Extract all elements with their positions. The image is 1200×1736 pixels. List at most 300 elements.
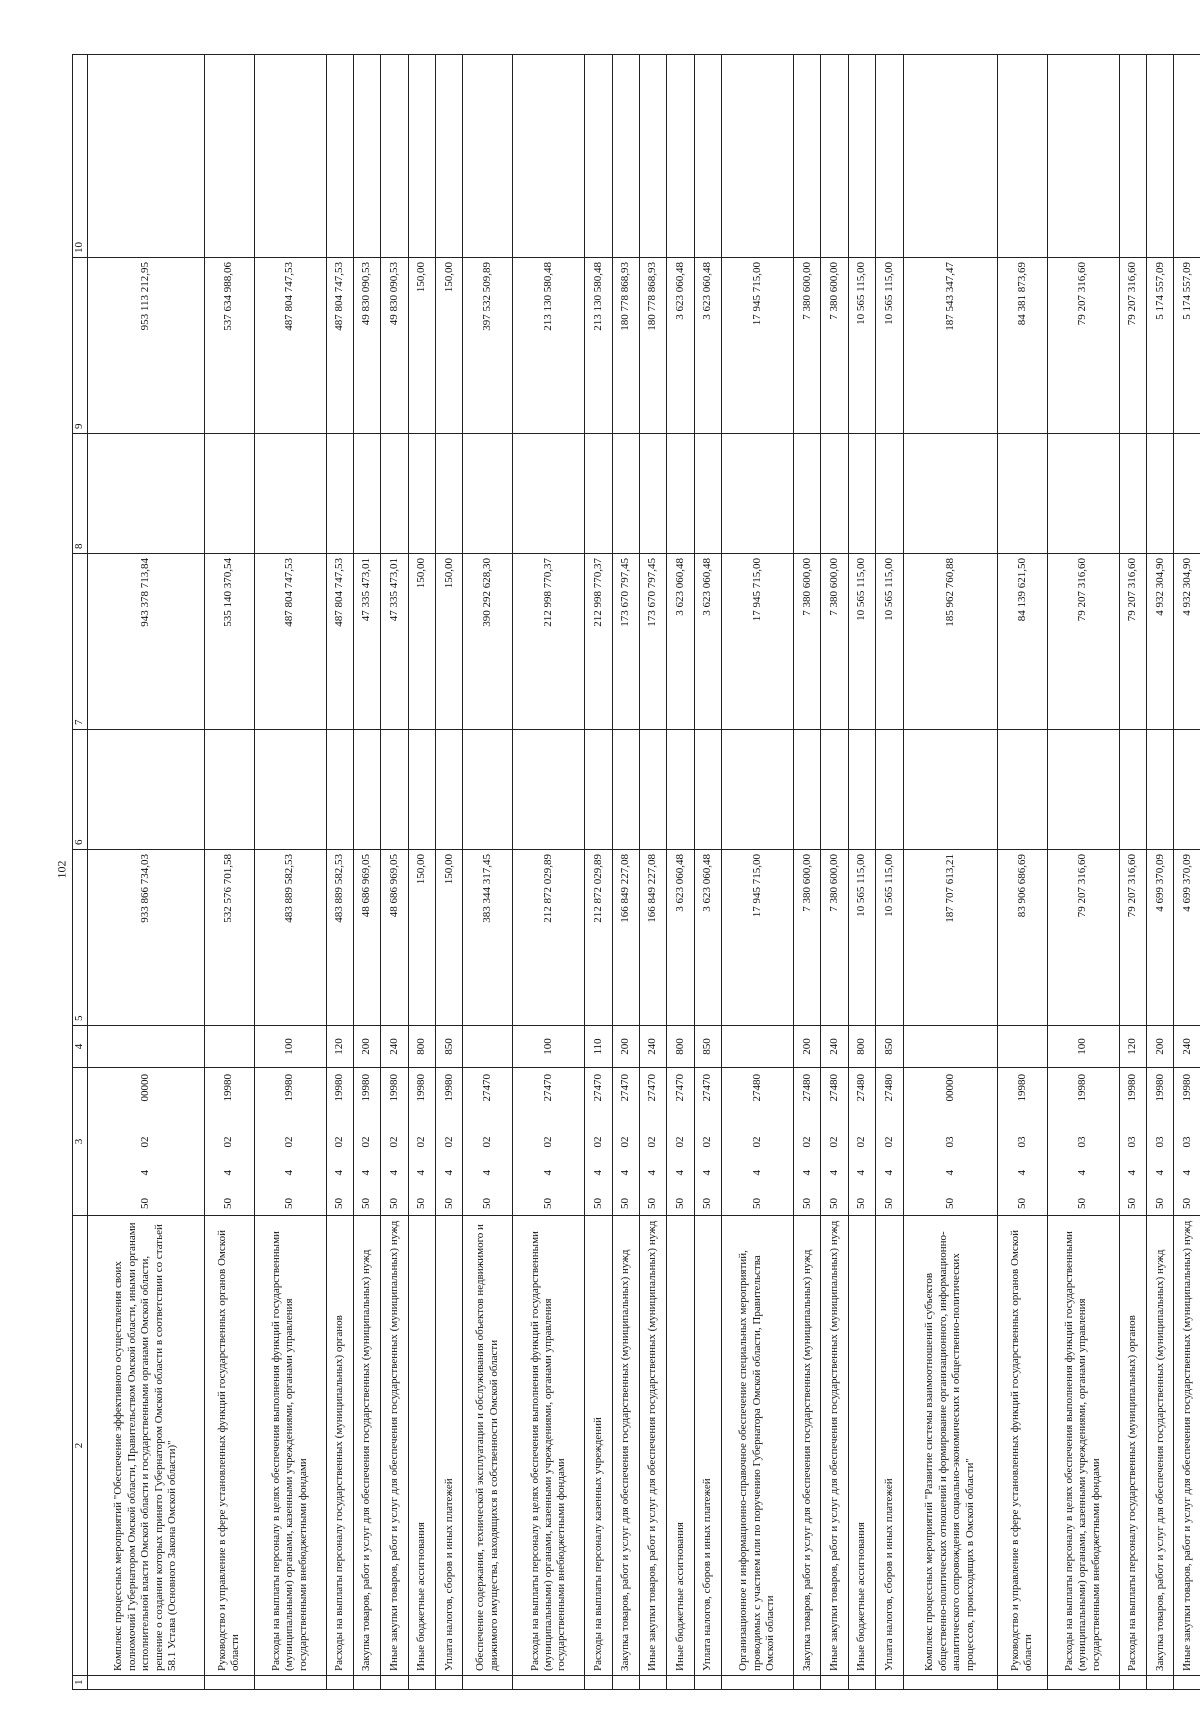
code-subprogram: 02 — [360, 1136, 373, 1148]
row-empty-col1 — [1147, 1676, 1174, 1690]
code-type: 4 — [415, 1170, 428, 1176]
row-amount-col10 — [436, 55, 463, 258]
row-expense-type: 850 — [694, 1026, 721, 1068]
row-empty-col1 — [667, 1676, 694, 1690]
row-amount-col6 — [463, 730, 513, 850]
row-amount-col8 — [612, 434, 639, 554]
row-amount-col7: 212 998 770,37 — [585, 554, 612, 730]
row-amount-col10 — [639, 55, 666, 258]
row-name: Иные закупки товаров, работ и услуг для обеспечения государственных (муниципальных) нужд — [821, 1216, 848, 1676]
code-subprogram: 02 — [222, 1136, 235, 1148]
code-direction: 19980 — [1076, 1074, 1089, 1102]
code-program: 50 — [222, 1198, 235, 1209]
row-name: Расходы на выплаты персоналу государственных (муниципальных) органов — [1119, 1216, 1146, 1676]
row-amount-col8 — [1147, 434, 1174, 554]
code-type: 4 — [1076, 1170, 1089, 1176]
column-number-row — [73, 55, 88, 1690]
code-direction: 19980 — [1181, 1074, 1194, 1102]
row-amount-col8 — [436, 434, 463, 554]
code-type: 4 — [442, 1170, 455, 1176]
code-program: 50 — [1126, 1198, 1139, 1209]
row-empty-col1 — [694, 1676, 721, 1690]
row-expense-type: 120 — [1119, 1026, 1146, 1068]
row-amount-col8 — [903, 434, 997, 554]
row-amount-col10 — [612, 55, 639, 258]
code-subprogram: 02 — [619, 1136, 632, 1148]
code-type: 4 — [1126, 1170, 1139, 1176]
row-amount-col6 — [876, 730, 903, 850]
table-row — [639, 55, 666, 1690]
row-amount-col7: 173 670 797,45 — [612, 554, 639, 730]
row-amount-col6 — [513, 730, 585, 850]
row-empty-col1 — [997, 1676, 1047, 1690]
row-empty-col1 — [1119, 1676, 1146, 1690]
code-program: 50 — [855, 1198, 868, 1209]
code-subprogram: 02 — [701, 1136, 714, 1148]
row-amount-col9: 49 830 090,53 — [381, 258, 408, 434]
row-amount-col9: 7 380 600,00 — [821, 258, 848, 434]
column-header-4: 4 — [73, 1026, 88, 1068]
column-header-6: 6 — [73, 730, 88, 850]
code-program: 50 — [800, 1198, 813, 1209]
row-amount-col5: 10 565 115,00 — [848, 850, 875, 1026]
row-amount-col8 — [585, 434, 612, 554]
row-empty-col1 — [848, 1676, 875, 1690]
code-direction: 19980 — [387, 1074, 400, 1102]
table-row — [848, 55, 875, 1690]
row-amount-col7: 47 335 473,01 — [353, 554, 380, 730]
table-row — [254, 55, 326, 1690]
code-subprogram: 02 — [139, 1136, 152, 1148]
row-amount-col9: 3 623 060,48 — [694, 258, 721, 434]
row-amount-col9: 187 543 347,47 — [903, 258, 997, 434]
row-amount-col10 — [463, 55, 513, 258]
table-row — [381, 55, 408, 1690]
code-subprogram: 02 — [646, 1136, 659, 1148]
code-subprogram: 03 — [1015, 1136, 1028, 1148]
table-row — [876, 55, 903, 1690]
row-amount-col10 — [88, 55, 205, 258]
row-amount-col6 — [721, 730, 793, 850]
code-program: 50 — [1015, 1198, 1028, 1209]
row-amount-col8 — [326, 434, 353, 554]
row-amount-col9: 10 565 115,00 — [848, 258, 875, 434]
code-type: 4 — [541, 1170, 554, 1176]
row-amount-col5: 83 906 686,69 — [997, 850, 1047, 1026]
row-amount-col8 — [1047, 434, 1119, 554]
row-amount-col5: 187 707 613,21 — [903, 850, 997, 1026]
code-direction: 19980 — [1015, 1074, 1028, 1102]
row-code — [353, 1068, 380, 1216]
row-empty-col1 — [254, 1676, 326, 1690]
row-empty-col1 — [1174, 1676, 1200, 1690]
row-amount-col8 — [667, 434, 694, 554]
code-type: 4 — [481, 1170, 494, 1176]
table-row — [436, 55, 463, 1690]
row-amount-col6 — [436, 730, 463, 850]
row-name: Расходы на выплаты персоналу казенных учреждений — [585, 1216, 612, 1676]
row-code — [381, 1068, 408, 1216]
row-amount-col5: 17 945 715,00 — [721, 850, 793, 1026]
row-empty-col1 — [436, 1676, 463, 1690]
row-expense-type: 100 — [1047, 1026, 1119, 1068]
row-amount-col7: 487 804 747,53 — [254, 554, 326, 730]
row-amount-col7: 4 932 304,90 — [1147, 554, 1174, 730]
row-amount-col9: 5 174 557,09 — [1174, 258, 1200, 434]
code-program: 50 — [750, 1198, 763, 1209]
row-amount-col5: 4 699 370,09 — [1174, 850, 1200, 1026]
row-expense-type: 200 — [612, 1026, 639, 1068]
code-program: 50 — [283, 1198, 296, 1209]
row-amount-col7: 3 623 060,48 — [667, 554, 694, 730]
code-direction: 27470 — [646, 1074, 659, 1102]
column-header-3: 3 — [73, 1068, 88, 1216]
row-expense-type: 100 — [513, 1026, 585, 1068]
row-name: Расходы на выплаты персоналу в целях обеспечения выполнения функций государственными (муниципальными) органами, казенными учреждениями, органами управления государственными внебюджетными фондами — [1047, 1216, 1119, 1676]
row-amount-col6 — [1147, 730, 1174, 850]
code-subprogram: 02 — [673, 1136, 686, 1148]
row-code — [436, 1068, 463, 1216]
row-amount-col5: 933 866 734,03 — [88, 850, 205, 1026]
row-amount-col7: 212 998 770,37 — [513, 554, 585, 730]
row-amount-col8 — [353, 434, 380, 554]
code-program: 50 — [415, 1198, 428, 1209]
row-code — [204, 1068, 254, 1216]
row-amount-col10 — [1119, 55, 1146, 258]
row-expense-type — [204, 1026, 254, 1068]
code-program: 50 — [591, 1198, 604, 1209]
row-amount-col5: 383 344 317,45 — [463, 850, 513, 1026]
code-program: 50 — [619, 1198, 632, 1209]
row-amount-col6 — [821, 730, 848, 850]
code-direction: 19980 — [1153, 1074, 1166, 1102]
row-amount-col8 — [1119, 434, 1146, 554]
table-row — [997, 55, 1047, 1690]
row-amount-col8 — [1174, 434, 1200, 554]
row-expense-type: 200 — [1147, 1026, 1174, 1068]
row-amount-col7: 10 565 115,00 — [848, 554, 875, 730]
code-subprogram: 02 — [387, 1136, 400, 1148]
row-name: Закупка товаров, работ и услуг для обеспечения государственных (муниципальных) нужд — [794, 1216, 821, 1676]
code-subprogram: 02 — [827, 1136, 840, 1148]
row-amount-col9: 10 565 115,00 — [876, 258, 903, 434]
row-expense-type: 120 — [326, 1026, 353, 1068]
row-amount-col9: 397 532 509,89 — [463, 258, 513, 434]
row-amount-col10 — [821, 55, 848, 258]
row-amount-col7: 7 380 600,00 — [821, 554, 848, 730]
row-name: Расходы на выплаты персоналу в целях обеспечения выполнения функций государственными (муниципальными) органами, казенными учреждениями, органами управления государственными внебюджетными фондами — [254, 1216, 326, 1676]
table-row — [903, 55, 997, 1690]
row-amount-col9: 213 130 580,48 — [513, 258, 585, 434]
code-type: 4 — [943, 1170, 956, 1176]
code-type: 4 — [1015, 1170, 1028, 1176]
row-name: Комплекс процессных мероприятий "Развитие системы взаимоотношений субъектов общественно-политических отношений и формирование организационного, информационно-аналитического сопровождения социально-экономических и общественно-политических процессов, происходящих в Омской области" — [903, 1216, 997, 1676]
row-amount-col7: 150,00 — [436, 554, 463, 730]
code-program: 50 — [673, 1198, 686, 1209]
row-code — [513, 1068, 585, 1216]
row-amount-col9: 79 207 316,60 — [1047, 258, 1119, 434]
row-amount-col5: 483 889 582,53 — [326, 850, 353, 1026]
code-direction: 27470 — [673, 1074, 686, 1102]
code-program: 50 — [882, 1198, 895, 1209]
row-amount-col6 — [204, 730, 254, 850]
row-amount-col7: 943 378 713,84 — [88, 554, 205, 730]
row-code — [639, 1068, 666, 1216]
row-empty-col1 — [903, 1676, 997, 1690]
code-subprogram: 02 — [415, 1136, 428, 1148]
code-program: 50 — [1076, 1198, 1089, 1209]
column-header-10: 10 — [73, 55, 88, 258]
page-number: 102 — [54, 860, 69, 879]
row-code — [463, 1068, 513, 1216]
row-amount-col7: 79 207 316,60 — [1119, 554, 1146, 730]
code-type: 4 — [619, 1170, 632, 1176]
row-amount-col6 — [667, 730, 694, 850]
row-amount-col6 — [88, 730, 205, 850]
row-amount-col10 — [585, 55, 612, 258]
row-empty-col1 — [639, 1676, 666, 1690]
row-amount-col10 — [513, 55, 585, 258]
row-amount-col10 — [326, 55, 353, 258]
row-name: Руководство и управление в сфере установленных функций государственных органов Омской области — [997, 1216, 1047, 1676]
row-amount-col9: 213 130 580,48 — [585, 258, 612, 434]
row-amount-col6 — [381, 730, 408, 850]
row-amount-col5: 483 889 582,53 — [254, 850, 326, 1026]
code-direction: 19980 — [1126, 1074, 1139, 1102]
row-amount-col8 — [794, 434, 821, 554]
code-program: 50 — [943, 1198, 956, 1209]
row-name: Иные бюджетные ассигнования — [667, 1216, 694, 1676]
row-amount-col8 — [513, 434, 585, 554]
code-direction: 27470 — [619, 1074, 632, 1102]
row-code — [1174, 1068, 1200, 1216]
row-empty-col1 — [88, 1676, 205, 1690]
row-code — [612, 1068, 639, 1216]
column-header-5: 5 — [73, 850, 88, 1026]
row-amount-col6 — [997, 730, 1047, 850]
row-amount-col8 — [721, 434, 793, 554]
row-amount-col8 — [694, 434, 721, 554]
row-expense-type: 800 — [848, 1026, 875, 1068]
row-amount-col5: 212 872 029,89 — [585, 850, 612, 1026]
row-amount-col10 — [721, 55, 793, 258]
row-amount-col9: 953 113 212,95 — [88, 258, 205, 434]
code-subprogram: 02 — [442, 1136, 455, 1148]
row-code — [1047, 1068, 1119, 1216]
table-row — [794, 55, 821, 1690]
row-empty-col1 — [821, 1676, 848, 1690]
row-name: Закупка товаров, работ и услуг для обеспечения государственных (муниципальных) нужд — [353, 1216, 380, 1676]
code-subprogram: 03 — [1126, 1136, 1139, 1148]
row-amount-col6 — [408, 730, 435, 850]
row-amount-col10 — [876, 55, 903, 258]
table-row — [721, 55, 793, 1690]
row-name: Иные закупки товаров, работ и услуг для обеспечения государственных (муниципальных) нужд — [381, 1216, 408, 1676]
row-expense-type: 110 — [585, 1026, 612, 1068]
row-amount-col8 — [88, 434, 205, 554]
row-empty-col1 — [408, 1676, 435, 1690]
row-name: Расходы на выплаты персоналу государственных (муниципальных) органов — [326, 1216, 353, 1676]
row-expense-type: 240 — [639, 1026, 666, 1068]
table-row — [612, 55, 639, 1690]
row-expense-type — [463, 1026, 513, 1068]
row-expense-type: 100 — [254, 1026, 326, 1068]
row-amount-col7: 150,00 — [408, 554, 435, 730]
row-name: Закупка товаров, работ и услуг для обеспечения государственных (муниципальных) нужд — [612, 1216, 639, 1676]
row-code — [408, 1068, 435, 1216]
code-direction: 19980 — [442, 1074, 455, 1102]
column-header-1: 1 — [73, 1676, 88, 1690]
row-expense-type: 800 — [667, 1026, 694, 1068]
row-amount-col6 — [254, 730, 326, 850]
code-type: 4 — [591, 1170, 604, 1176]
row-amount-col6 — [326, 730, 353, 850]
row-amount-col8 — [876, 434, 903, 554]
row-amount-col6 — [1174, 730, 1200, 850]
code-type: 4 — [333, 1170, 346, 1176]
row-empty-col1 — [463, 1676, 513, 1690]
row-amount-col10 — [667, 55, 694, 258]
row-amount-col9: 79 207 316,60 — [1119, 258, 1146, 434]
row-code — [794, 1068, 821, 1216]
code-subprogram: 02 — [481, 1136, 494, 1148]
row-amount-col5: 10 565 115,00 — [876, 850, 903, 1026]
rotated-budget-table-page — [72, 55, 1200, 1690]
row-amount-col10 — [694, 55, 721, 258]
column-header-7: 7 — [73, 554, 88, 730]
code-type: 4 — [855, 1170, 868, 1176]
row-expense-type: 800 — [408, 1026, 435, 1068]
code-direction: 00000 — [943, 1074, 956, 1102]
row-name: Организационное и информационно-справочное обеспечение специальных мероприятий, проводимых с участием или по поручению Губернатора Омской области, Правительства Омской области — [721, 1216, 793, 1676]
code-type: 4 — [827, 1170, 840, 1176]
row-amount-col10 — [1047, 55, 1119, 258]
code-direction: 19980 — [222, 1074, 235, 1102]
row-code — [254, 1068, 326, 1216]
row-code — [667, 1068, 694, 1216]
row-expense-type: 850 — [436, 1026, 463, 1068]
column-header-2: 2 — [73, 1216, 88, 1676]
row-amount-col10 — [1147, 55, 1174, 258]
row-amount-col5: 48 686 969,05 — [353, 850, 380, 1026]
row-amount-col5: 150,00 — [436, 850, 463, 1026]
row-amount-col10 — [848, 55, 875, 258]
code-direction: 27480 — [800, 1074, 813, 1102]
table-row — [204, 55, 254, 1690]
code-program: 50 — [541, 1198, 554, 1209]
code-type: 4 — [882, 1170, 895, 1176]
row-code — [721, 1068, 793, 1216]
row-amount-col10 — [1174, 55, 1200, 258]
row-amount-col8 — [204, 434, 254, 554]
code-type: 4 — [360, 1170, 373, 1176]
row-amount-col6 — [794, 730, 821, 850]
row-amount-col6 — [1047, 730, 1119, 850]
code-subprogram: 03 — [1153, 1136, 1166, 1148]
row-amount-col7: 84 139 621,50 — [997, 554, 1047, 730]
row-code — [326, 1068, 353, 1216]
table-row — [463, 55, 513, 1690]
row-expense-type: 240 — [381, 1026, 408, 1068]
row-amount-col7: 535 140 370,54 — [204, 554, 254, 730]
row-code — [694, 1068, 721, 1216]
row-empty-col1 — [794, 1676, 821, 1690]
row-amount-col7: 487 804 747,53 — [326, 554, 353, 730]
row-amount-col9: 84 381 873,69 — [997, 258, 1047, 434]
row-empty-col1 — [513, 1676, 585, 1690]
table-row — [585, 55, 612, 1690]
row-amount-col7: 185 962 760,88 — [903, 554, 997, 730]
row-amount-col10 — [903, 55, 997, 258]
row-amount-col8 — [848, 434, 875, 554]
row-amount-col7: 4 932 304,90 — [1174, 554, 1200, 730]
row-amount-col10 — [408, 55, 435, 258]
row-amount-col5: 212 872 029,89 — [513, 850, 585, 1026]
row-amount-col6 — [612, 730, 639, 850]
row-name: Иные бюджетные ассигнования — [848, 1216, 875, 1676]
code-direction: 27470 — [701, 1074, 714, 1102]
row-code — [1119, 1068, 1146, 1216]
row-amount-col9: 49 830 090,53 — [353, 258, 380, 434]
row-empty-col1 — [1047, 1676, 1119, 1690]
row-name: Комплекс процессных мероприятий "Обеспечение эффективного осуществления своих полномочий Губернатором Омской области, Правительством Омской области, иными органами исполнительной власти Омской области и государственными органами Омской области, решение о создании которых принято Губернатором Омской области в соответствии со статьей 58.1 Устава (Основного Закона Омской области)" — [88, 1216, 205, 1676]
row-amount-col7: 390 292 628,30 — [463, 554, 513, 730]
row-name: Иные закупки товаров, работ и услуг для обеспечения государственных (муниципальных) нужд — [1174, 1216, 1200, 1676]
code-program: 50 — [827, 1198, 840, 1209]
row-amount-col9: 487 804 747,53 — [326, 258, 353, 434]
code-direction: 19980 — [360, 1074, 373, 1102]
row-empty-col1 — [876, 1676, 903, 1690]
row-empty-col1 — [381, 1676, 408, 1690]
row-amount-col9: 17 945 715,00 — [721, 258, 793, 434]
row-expense-type: 200 — [794, 1026, 821, 1068]
row-amount-col9: 3 623 060,48 — [667, 258, 694, 434]
row-name: Уплата налогов, сборов и иных платежей — [876, 1216, 903, 1676]
row-empty-col1 — [721, 1676, 793, 1690]
code-program: 50 — [360, 1198, 373, 1209]
code-direction: 19980 — [415, 1074, 428, 1102]
row-amount-col8 — [821, 434, 848, 554]
table-row — [88, 55, 205, 1690]
row-amount-col9: 150,00 — [408, 258, 435, 434]
code-type: 4 — [222, 1170, 235, 1176]
row-amount-col10 — [353, 55, 380, 258]
row-code — [821, 1068, 848, 1216]
code-type: 4 — [701, 1170, 714, 1176]
row-expense-type: 240 — [821, 1026, 848, 1068]
table-row — [1047, 55, 1119, 1690]
row-amount-col8 — [639, 434, 666, 554]
row-amount-col8 — [997, 434, 1047, 554]
row-name: Руководство и управление в сфере установленных функций государственных органов Омской области — [204, 1216, 254, 1676]
row-expense-type: 850 — [876, 1026, 903, 1068]
row-amount-col5: 166 849 227,08 — [639, 850, 666, 1026]
table-row — [1119, 55, 1146, 1690]
row-amount-col6 — [903, 730, 997, 850]
row-amount-col5: 532 576 701,58 — [204, 850, 254, 1026]
code-direction: 27480 — [855, 1074, 868, 1102]
code-direction: 27480 — [882, 1074, 895, 1102]
table-row — [1174, 55, 1200, 1690]
row-expense-type — [88, 1026, 205, 1068]
row-amount-col5: 3 623 060,48 — [694, 850, 721, 1026]
row-empty-col1 — [353, 1676, 380, 1690]
row-amount-col6 — [639, 730, 666, 850]
table-row — [667, 55, 694, 1690]
row-code — [903, 1068, 997, 1216]
row-amount-col7: 3 623 060,48 — [694, 554, 721, 730]
row-amount-col7: 17 945 715,00 — [721, 554, 793, 730]
